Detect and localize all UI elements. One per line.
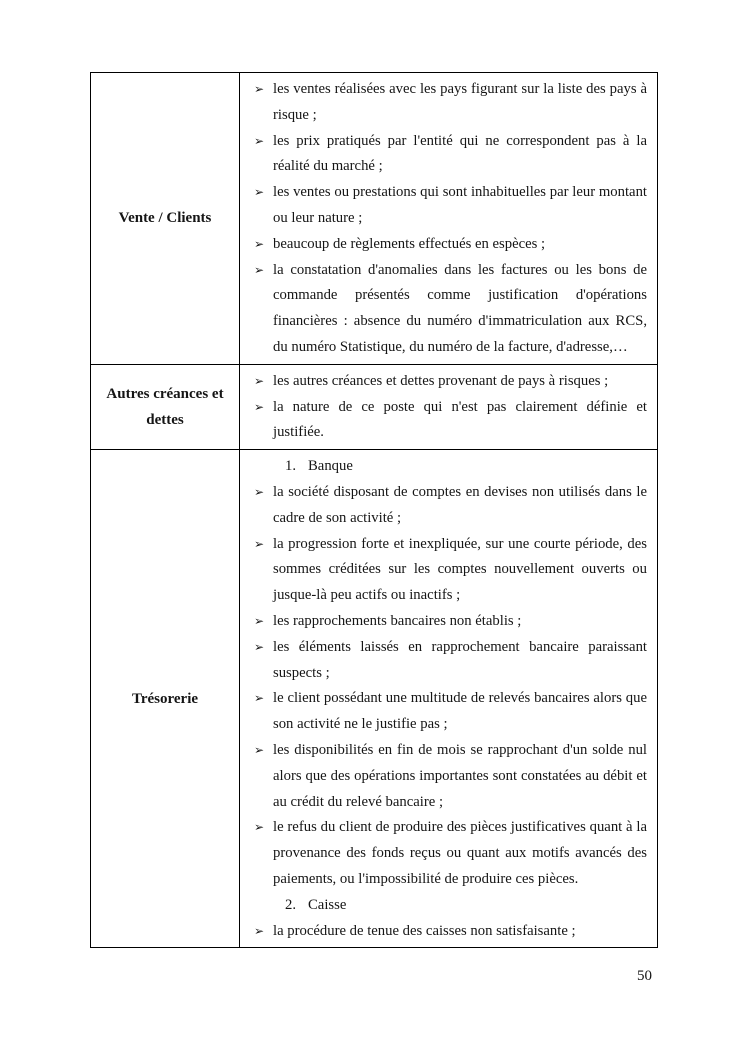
item-number: 1. xyxy=(285,458,297,475)
bullet-item xyxy=(254,480,647,532)
item-heading: Caisse xyxy=(308,896,347,913)
bullet-text: le client possédant une multitude de relevés bancaires alors que son activité ne le justifie pas ; xyxy=(273,690,647,733)
table-row-autres-creances-et-dettes xyxy=(91,364,657,449)
bullet-text: le refus du client de produire des pièces justificatives quant à la provenance des fonds reçus ou quant aux motifs avancés des paiements, ou l'impossibilité de produire ces pièces. xyxy=(273,819,647,887)
arrow-bullet-icon: ➢ xyxy=(254,133,265,148)
bullet-item xyxy=(254,738,647,815)
category-label: Trésorerie xyxy=(131,690,199,707)
arrow-bullet-icon: ➢ xyxy=(254,82,265,96)
category-cell xyxy=(91,450,240,947)
arrow-bullet-icon: ➢ xyxy=(254,236,265,251)
bullet-text: les autres créances et dettes provenant de pays à risques ; xyxy=(273,372,609,389)
bullet-item xyxy=(254,635,647,687)
bullet-text: les disponibilités en fin de mois se rapprochant d'un solde nul alors que des opérations importantes sont constatées au débit et au crédit du relevé bancaire ; xyxy=(273,741,647,810)
arrow-bullet-icon: ➢ xyxy=(254,536,265,551)
bullet-item xyxy=(254,395,647,447)
arrow-bullet-icon: ➢ xyxy=(254,742,265,757)
category-cell xyxy=(91,73,240,364)
bullet-item xyxy=(254,77,647,129)
bullet-text: la procédure de tenue des caisses non satisfaisante ; xyxy=(273,922,576,939)
bullet-item xyxy=(254,129,647,181)
bullet-text: la nature de ce poste qui n'est pas clairement définie et justifiée. xyxy=(273,398,647,441)
bullet-text: les prix pratiqués par l'entité qui ne correspondent pas à la réalité du marché ; xyxy=(273,132,647,175)
bullet-text: les ventes ou prestations qui sont inhabituelles par leur montant ou leur nature ; xyxy=(273,184,647,226)
numbered-heading-caisse xyxy=(254,893,647,919)
bullet-text: la société disposant de comptes en devises non utilisés dans le cadre de son activité ; xyxy=(273,483,647,526)
arrow-bullet-icon: ➢ xyxy=(254,691,265,706)
bullet-item xyxy=(254,258,647,361)
arrow-bullet-icon: ➢ xyxy=(254,639,265,654)
arrow-bullet-icon: ➢ xyxy=(254,820,265,835)
bullet-text: beaucoup de règlements effectués en espèces ; xyxy=(273,235,546,252)
bullet-item xyxy=(254,369,647,395)
bullet-item xyxy=(254,815,647,892)
table-row-tresorerie xyxy=(91,449,657,947)
bullet-text: la constatation d'anomalies dans les factures ou les bons de commande présentés comme justification d'opérations financières : absence du numéro d'immatriculation aux RCS, du numéro Statistique, du numéro de la facture, d'adresse,… xyxy=(273,261,647,355)
arrow-bullet-icon: ➢ xyxy=(254,484,265,499)
item-heading: Banque xyxy=(308,458,353,475)
category-label: Autres créances et dettes xyxy=(106,385,224,428)
bullet-text: les éléments laissés en rapprochement bancaire paraissant suspects ; xyxy=(273,638,647,681)
arrow-bullet-icon: ➢ xyxy=(254,262,265,277)
arrow-bullet-icon: ➢ xyxy=(254,373,265,388)
bullet-item xyxy=(254,532,647,609)
detail-cell xyxy=(240,450,657,947)
bullet-text: la progression forte et inexpliquée, sur une courte période, des sommes créditées sur les comptes nouvellement ouverts ou jusque-là peu actifs ou inactifs ; xyxy=(273,535,647,604)
arrow-bullet-icon: ➢ xyxy=(254,923,265,938)
numbered-heading-banque xyxy=(254,454,647,480)
page-number: 50 xyxy=(637,968,652,984)
arrow-bullet-icon: ➢ xyxy=(254,185,265,200)
arrow-bullet-icon: ➢ xyxy=(254,399,265,414)
bullet-item xyxy=(254,180,647,232)
detail-cell xyxy=(240,73,657,364)
bullet-text: les rapprochements bancaires non établis ; xyxy=(273,612,522,629)
bullet-item xyxy=(254,919,647,945)
bullet-text: les ventes réalisées avec les pays figurant sur la liste des pays à risque ; xyxy=(273,81,647,123)
arrow-bullet-icon: ➢ xyxy=(254,613,265,628)
item-number: 2. xyxy=(285,896,297,913)
category-cell xyxy=(91,365,240,449)
category-label: Vente / Clients xyxy=(118,210,212,227)
bullet-item xyxy=(254,686,647,738)
risk-indicators-table xyxy=(90,72,658,948)
table-row-vente-clients xyxy=(91,73,657,364)
bullet-item xyxy=(254,232,647,258)
bullet-item xyxy=(254,609,647,635)
detail-cell xyxy=(240,365,657,449)
